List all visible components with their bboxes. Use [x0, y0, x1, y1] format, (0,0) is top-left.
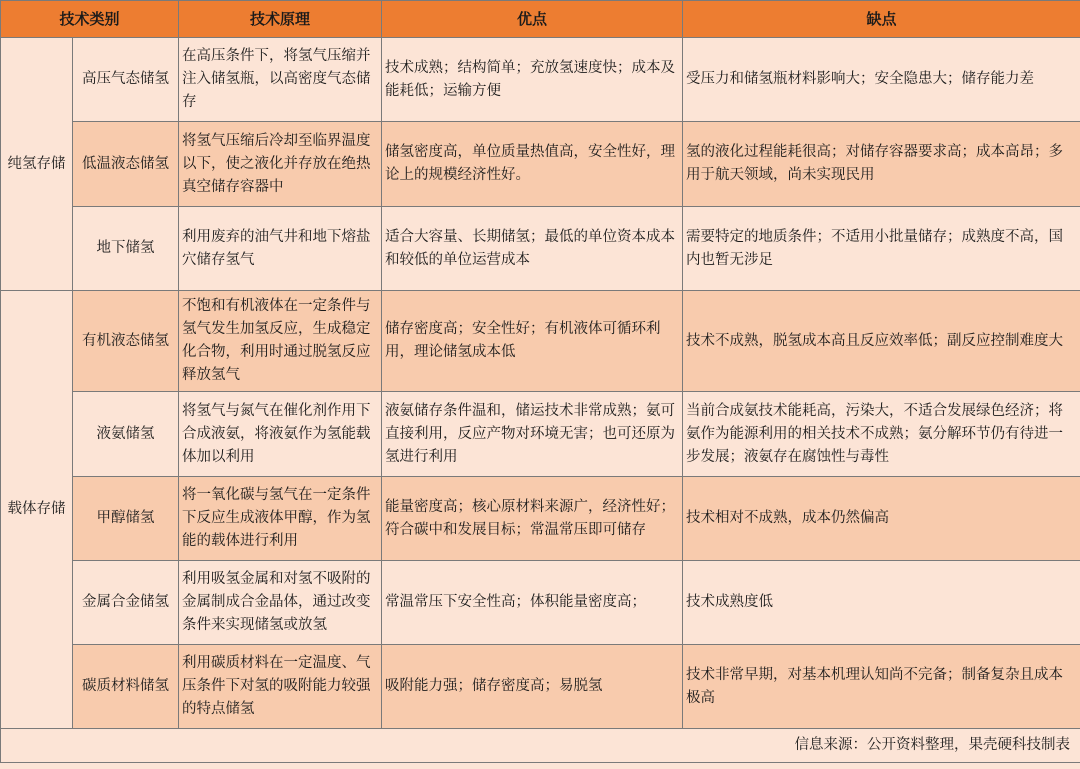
principle-cell: 利用吸氢金属和对氢不吸附的金属制成合金晶体，通过改变条件来实现储氢或放氢 [179, 561, 382, 645]
header-category: 技术类别 [1, 1, 179, 38]
principle-cell: 将氢气压缩后冷却至临界温度以下，使之液化并存放在绝热真空储存容器中 [179, 122, 382, 207]
tech-name: 地下储氢 [73, 207, 179, 291]
category-cell: 载体存储 [1, 291, 73, 729]
cons-cell: 需要特定的地质条件；不适用小批量储存；成熟度不高，国内也暂无涉足 [683, 207, 1080, 291]
tech-name: 有机液态储氢 [73, 291, 179, 392]
pros-cell: 常温常压下安全性高；体积能量密度高； [382, 561, 683, 645]
cons-cell: 当前合成氨技术能耗高，污染大，不适合发展绿色经济；将氨作为能源利用的相关技术不成熟；氨分解环节仍有待进一步发展；液氨存在腐蚀性与毒性 [683, 392, 1080, 477]
cons-cell: 技术非常早期，对基本机理认知尚不完备；制备复杂且成本极高 [683, 645, 1080, 729]
principle-cell: 利用废弃的油气井和地下熔盐穴储存氢气 [179, 207, 382, 291]
table-row [1, 291, 1080, 392]
pros-cell: 技术成熟；结构简单；充放氢速度快；成本及能耗低；运输方便 [382, 38, 683, 122]
table-row [1, 207, 1080, 291]
cons-cell: 技术相对不成熟，成本仍然偏高 [683, 477, 1080, 561]
header-cons: 缺点 [683, 1, 1080, 38]
pros-cell: 液氨储存条件温和，储运技术非常成熟；氨可直接利用，反应产物对环境无害；也可还原为氢进行利用 [382, 392, 683, 477]
cons-cell: 技术成熟度低 [683, 561, 1080, 645]
principle-cell: 在高压条件下，将氢气压缩并注入储氢瓶，以高密度气态储存 [179, 38, 382, 122]
principle-cell: 利用碳质材料在一定温度、气压条件下对氢的吸附能力较强的特点储氢 [179, 645, 382, 729]
table-row [1, 122, 1080, 207]
tech-name: 碳质材料储氢 [73, 645, 179, 729]
table-row [1, 561, 1080, 645]
table-row [1, 38, 1080, 122]
cons-cell: 受压力和储氢瓶材料影响大；安全隐患大；储存能力差 [683, 38, 1080, 122]
pros-cell: 适合大容量、长期储氢；最低的单位资本成本和较低的单位运营成本 [382, 207, 683, 291]
principle-cell: 不饱和有机液体在一定条件与氢气发生加氢反应，生成稳定化合物，利用时通过脱氢反应释放氢气 [179, 291, 382, 392]
cons-cell: 氢的液化过程能耗很高；对储存容器要求高；成本高昂；多用于航天领域，尚未实现民用 [683, 122, 1080, 207]
tech-name: 高压气态储氢 [73, 38, 179, 122]
pros-cell: 能量密度高；核心原材料来源广，经济性好；符合碳中和发展目标；常温常压即可储存 [382, 477, 683, 561]
tech-name: 液氨储氢 [73, 392, 179, 477]
principle-cell: 将氢气与氮气在催化剂作用下合成液氨，将液氨作为氢能载体加以利用 [179, 392, 382, 477]
pros-cell: 吸附能力强；储存密度高；易脱氢 [382, 645, 683, 729]
tech-name: 甲醇储氢 [73, 477, 179, 561]
category-cell: 纯氢存储 [1, 38, 73, 291]
header-principle: 技术原理 [179, 1, 382, 38]
pros-cell: 储氢密度高，单位质量热值高，安全性好，理论上的规模经济性好。 [382, 122, 683, 207]
pros-cell: 储存密度高；安全性好；有机液体可循环利用，理论储氢成本低 [382, 291, 683, 392]
source-note: 信息来源：公开资料整理，果壳硬科技制表 [1, 729, 1080, 763]
source-row [1, 729, 1080, 763]
table-row [1, 645, 1080, 729]
tech-name: 金属合金储氢 [73, 561, 179, 645]
principle-cell: 将一氧化碳与氢气在一定条件下反应生成液体甲醇，作为氢能的载体进行利用 [179, 477, 382, 561]
cons-cell: 技术不成熟，脱氢成本高且反应效率低；副反应控制难度大 [683, 291, 1080, 392]
header-row [1, 1, 1080, 38]
table-row [1, 392, 1080, 477]
tech-name: 低温液态储氢 [73, 122, 179, 207]
table-row [1, 477, 1080, 561]
header-pros: 优点 [382, 1, 683, 38]
